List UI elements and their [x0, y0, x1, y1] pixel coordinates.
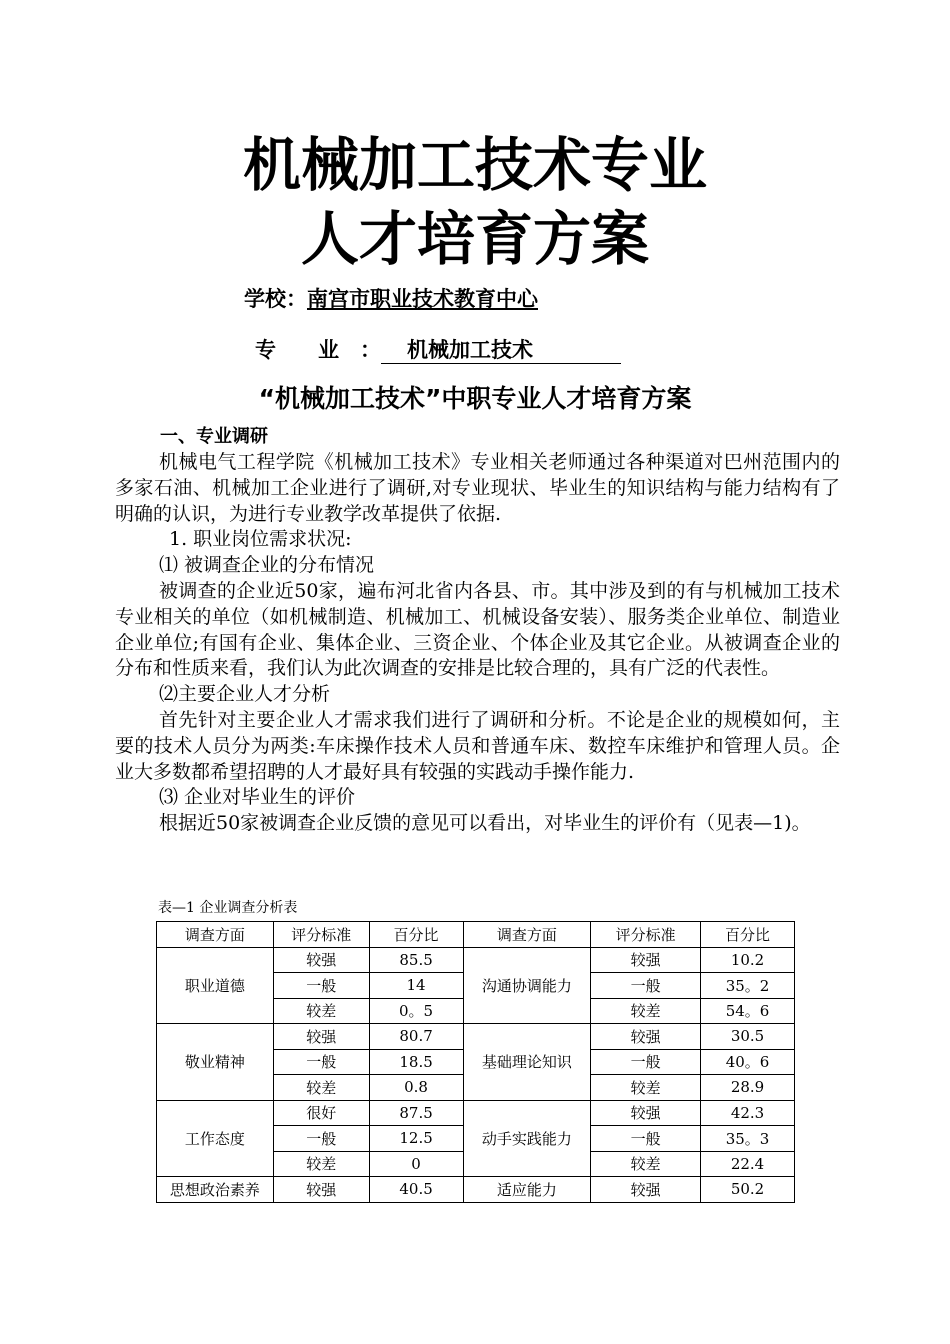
paragraph-graduate-evaluation: 根据近50家被调查企业反馈的意见可以看出，对毕业生的评价有（见表—1)。: [159, 812, 811, 835]
table-aspect-cell: 敬业精神: [157, 1024, 274, 1101]
table-cell: 一般: [273, 1126, 369, 1152]
table-cell: 0。5: [369, 998, 463, 1024]
subheading-job-demand: 1. 职业岗位需求状况:: [169, 528, 352, 551]
table-cell: 一般: [273, 973, 369, 999]
table-cell: 0.8: [369, 1075, 463, 1101]
table-aspect-cell: 基础理论知识: [463, 1024, 591, 1101]
table-cell: 较差: [273, 1075, 369, 1101]
table-cell: 较强: [591, 1177, 701, 1203]
table-cell: 较强: [591, 947, 701, 973]
table-cell: 较强: [591, 1024, 701, 1050]
document-title-line1: 机械加工技术专业: [242, 131, 707, 199]
table-cell: 较差: [591, 1151, 701, 1177]
table-cell: 一般: [591, 973, 701, 999]
document-title-line2: 人才培育方案: [300, 205, 649, 273]
table-cell: 较差: [273, 1151, 369, 1177]
table-cell: 较强: [273, 947, 369, 973]
table-row: [157, 947, 795, 973]
table-cell: 22.4: [701, 1151, 795, 1177]
document-subtitle: “机械加工技术”中职专业人才培育方案: [258, 384, 692, 413]
table-cell: 较强: [591, 1100, 701, 1126]
table-cell: 40.5: [369, 1177, 463, 1203]
table-row: [157, 1024, 795, 1050]
subheading-talent-analysis: ⑵主要企业人才分析: [159, 683, 331, 706]
table-cell: 14: [369, 973, 463, 999]
table-cell: 50.2: [701, 1177, 795, 1203]
table-cell: 42.3: [701, 1100, 795, 1126]
table-header-cell: 百分比: [369, 922, 463, 948]
table-cell: 30.5: [701, 1024, 795, 1050]
table-aspect-cell: 工作态度: [157, 1100, 274, 1177]
section-heading-research: 一、专业调研: [160, 426, 268, 447]
table-cell: 87.5: [369, 1100, 463, 1126]
table-header-cell: 评分标准: [591, 922, 701, 948]
table-aspect-cell: 动手实践能力: [463, 1100, 591, 1177]
table-cell: 较差: [591, 1075, 701, 1101]
table-header-cell: 评分标准: [273, 922, 369, 948]
subheading-graduate-evaluation: ⑶ 企业对毕业生的评价: [159, 786, 356, 809]
survey-analysis-table: [156, 921, 795, 1203]
school-value: 南宫市职业技术教育中心: [307, 287, 538, 311]
table-row: [157, 1100, 795, 1126]
table-cell: 一般: [591, 1049, 701, 1075]
major-line: [255, 336, 621, 364]
paragraph-intro: 机械电气工程学院《机械加工技术》专业相关老师通过各种渠道对巴州范围内的多家石油、机械加工企业进行了调研,对专业现状、毕业生的知识结构与能力结构有了明确的认识，为进行专业教学改革提供了依据.: [115, 451, 840, 525]
table-header-cell: 百分比: [701, 922, 795, 948]
table-cell: 较差: [591, 998, 701, 1024]
table-aspect-cell: 思想政治素养: [157, 1177, 274, 1203]
table-cell: 12.5: [369, 1126, 463, 1152]
table-cell: 一般: [273, 1049, 369, 1075]
paragraph-talent-analysis: 首先针对主要企业人才需求我们进行了调研和分析。不论是企业的规模如何，主要的技术人员分为两类:车床操作技术人员和普通车床、数控车床维护和管理人员。企业大多数都希望招聘的人才最好具有较强的实践动手操作能力.: [115, 708, 840, 783]
table-cell: 80.7: [369, 1024, 463, 1050]
table-row: [157, 1177, 795, 1203]
table-cell: 35。3: [701, 1126, 795, 1152]
paragraph-distribution: 被调查的企业近50家，遍布河北省内各县、市。其中涉及到的有与机械加工技术专业相关的单位（如机械制造、机械加工、机械设备安装）、服务类企业单位、制造业企业单位;有国有企业、集体企业、三资企业、个体企业及其它企业。从被调查企业的分布和性质来看，我们认为此次调查的安排是比较合理的，具有广泛的代表性。: [115, 579, 840, 680]
table-header-row: [157, 922, 795, 948]
table-cell: 54。6: [701, 998, 795, 1024]
table-cell: 10.2: [701, 947, 795, 973]
table-header-cell: 调查方面: [157, 922, 274, 948]
subheading-distribution: ⑴ 被调查企业的分布情况: [159, 554, 375, 577]
table-cell: 0: [369, 1151, 463, 1177]
major-label: 专 业 ：: [255, 338, 381, 362]
table-cell: 35。2: [701, 973, 795, 999]
table-aspect-cell: 沟通协调能力: [463, 947, 591, 1024]
table-cell: 较强: [273, 1177, 369, 1203]
school-label: 学校：: [244, 287, 307, 311]
table-aspect-cell: 职业道德: [157, 947, 274, 1024]
body-text: [115, 450, 840, 837]
table-header-cell: 调查方面: [463, 922, 591, 948]
table-cell: 很好: [273, 1100, 369, 1126]
table-cell: 一般: [591, 1126, 701, 1152]
table-cell: 40。6: [701, 1049, 795, 1075]
major-value: 机械加工技术: [381, 337, 621, 364]
table-cell: 18.5: [369, 1049, 463, 1075]
table-cell: 较差: [273, 998, 369, 1024]
table-caption: 表—1 企业调查分析表: [158, 900, 298, 916]
school-line: [244, 285, 538, 313]
table-cell: 85.5: [369, 947, 463, 973]
table-aspect-cell: 适应能力: [463, 1177, 591, 1203]
table-cell: 较强: [273, 1024, 369, 1050]
table-cell: 28.9: [701, 1075, 795, 1101]
